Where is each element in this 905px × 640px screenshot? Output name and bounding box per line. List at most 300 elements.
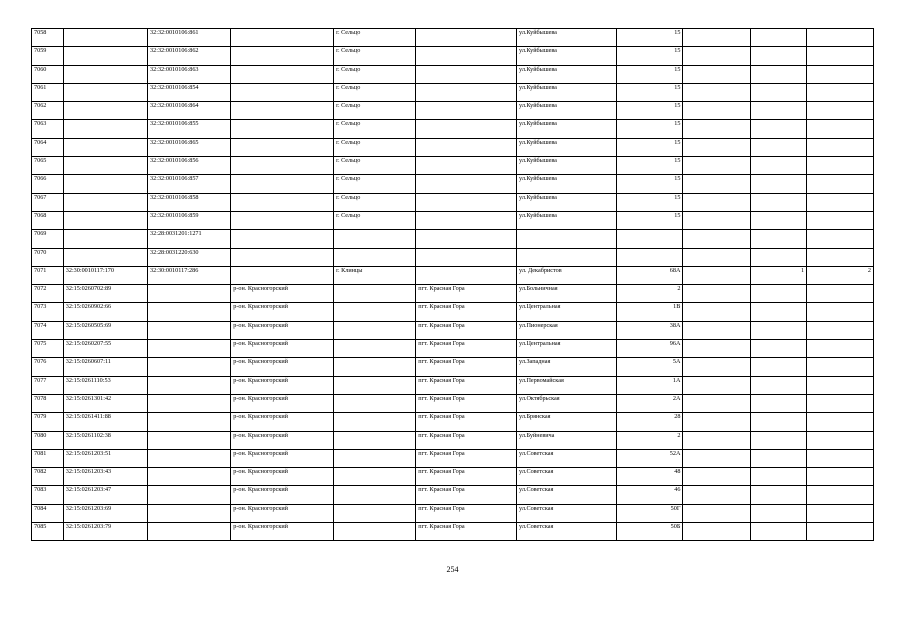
- table-row: [32, 449, 874, 467]
- city-cell: г. Сельцо: [334, 157, 416, 175]
- cadastral-number-2-cell: 32:32:0010106:859: [148, 211, 231, 229]
- row-number-cell: 7064: [32, 138, 64, 156]
- district-cell: р-он. Красногорский: [231, 321, 334, 339]
- district-cell: р-он. Красногорский: [231, 340, 334, 358]
- table-row: [32, 29, 874, 47]
- district-cell: [231, 138, 334, 156]
- settlement-cell: пгт. Красная Гора: [416, 449, 517, 467]
- row-number-cell: 7074: [32, 321, 64, 339]
- cadastral-number-cell: 32:15:0261203:51: [63, 449, 147, 467]
- table-row: [32, 376, 874, 394]
- district-cell: [231, 157, 334, 175]
- extra-cell-2: 1: [751, 266, 807, 284]
- extra-cell-2: [751, 285, 807, 303]
- house-number-cell: 1В: [616, 303, 683, 321]
- house-number-cell: 15: [616, 157, 683, 175]
- settlement-cell: [416, 211, 517, 229]
- row-number-cell: 7077: [32, 376, 64, 394]
- district-cell: р-он. Красногорский: [231, 449, 334, 467]
- city-cell: [334, 248, 416, 266]
- extra-cell-2: [751, 29, 807, 47]
- city-cell: [334, 303, 416, 321]
- cadastral-number-2-cell: 32:32:0010106:858: [148, 193, 231, 211]
- row-number-cell: 7078: [32, 394, 64, 412]
- street-cell: ул.Куйбышева: [517, 120, 617, 138]
- house-number-cell: 15: [616, 175, 683, 193]
- extra-cell-2: [751, 340, 807, 358]
- extra-cell-2: [751, 449, 807, 467]
- table-row: [32, 266, 874, 284]
- row-number-cell: 7065: [32, 157, 64, 175]
- city-cell: г. Сельцо: [334, 65, 416, 83]
- cadastral-number-cell: 32:15:0260902:66: [63, 303, 147, 321]
- extra-cell-1: [683, 83, 751, 101]
- row-number-cell: 7072: [32, 285, 64, 303]
- extra-cell-3: [807, 102, 874, 120]
- extra-cell-1: [683, 65, 751, 83]
- settlement-cell: пгт. Красная Гора: [416, 285, 517, 303]
- settlement-cell: [416, 248, 517, 266]
- row-number-cell: 7071: [32, 266, 64, 284]
- street-cell: ул.Пионерская: [517, 321, 617, 339]
- extra-cell-2: [751, 120, 807, 138]
- row-number-cell: 7068: [32, 211, 64, 229]
- settlement-cell: [416, 266, 517, 284]
- table-row: [32, 431, 874, 449]
- extra-cell-2: [751, 47, 807, 65]
- extra-cell-3: [807, 431, 874, 449]
- settlement-cell: [416, 29, 517, 47]
- district-cell: р-он. Красногорский: [231, 376, 334, 394]
- cadastral-number-cell: 32:15:0261411:88: [63, 413, 147, 431]
- settlement-cell: [416, 83, 517, 101]
- extra-cell-1: [683, 47, 751, 65]
- cadastral-number-cell: 32:15:0261203:79: [63, 523, 147, 541]
- city-cell: г. Сельцо: [334, 175, 416, 193]
- extra-cell-1: [683, 248, 751, 266]
- table-row: [32, 523, 874, 541]
- cadastral-number-cell: [63, 47, 147, 65]
- street-cell: [517, 248, 617, 266]
- table-row: [32, 65, 874, 83]
- house-number-cell: 15: [616, 211, 683, 229]
- cadastral-number-cell: [63, 211, 147, 229]
- district-cell: [231, 120, 334, 138]
- cadastral-number-cell: [63, 193, 147, 211]
- extra-cell-1: [683, 340, 751, 358]
- extra-cell-2: [751, 394, 807, 412]
- cadastral-number-2-cell: 32:28:0031201:1271: [148, 230, 231, 248]
- table-row: [32, 157, 874, 175]
- extra-cell-2: [751, 523, 807, 541]
- street-cell: ул.Куйбышева: [517, 193, 617, 211]
- cadastral-number-2-cell: 32:32:0010106:855: [148, 120, 231, 138]
- extra-cell-2: [751, 65, 807, 83]
- extra-cell-2: [751, 504, 807, 522]
- extra-cell-1: [683, 413, 751, 431]
- city-cell: г. Сельцо: [334, 138, 416, 156]
- cadastral-number-cell: 32:15:0260207:55: [63, 340, 147, 358]
- street-cell: ул.Куйбышева: [517, 157, 617, 175]
- cadastral-number-cell: [63, 65, 147, 83]
- street-cell: ул.Куйбышева: [517, 102, 617, 120]
- street-cell: ул.Советская: [517, 449, 617, 467]
- extra-cell-2: [751, 358, 807, 376]
- table-row: [32, 285, 874, 303]
- extra-cell-1: [683, 230, 751, 248]
- table-body: [32, 29, 874, 541]
- cadastral-number-2-cell: [148, 303, 231, 321]
- extra-cell-3: 2: [807, 266, 874, 284]
- table-row: [32, 248, 874, 266]
- extra-cell-1: [683, 285, 751, 303]
- settlement-cell: пгт. Красная Гора: [416, 486, 517, 504]
- district-cell: [231, 193, 334, 211]
- district-cell: р-он. Красногорский: [231, 285, 334, 303]
- cadastral-number-cell: [63, 102, 147, 120]
- table-row: [32, 138, 874, 156]
- table-row: [32, 321, 874, 339]
- extra-cell-3: [807, 486, 874, 504]
- city-cell: г. Сельцо: [334, 29, 416, 47]
- page-number: 254: [446, 565, 459, 574]
- table-row: [32, 486, 874, 504]
- settlement-cell: пгт. Красная Гора: [416, 468, 517, 486]
- street-cell: ул.Советская: [517, 486, 617, 504]
- district-cell: [231, 175, 334, 193]
- cadastral-number-2-cell: [148, 468, 231, 486]
- district-cell: [231, 230, 334, 248]
- table-row: [32, 102, 874, 120]
- extra-cell-2: [751, 431, 807, 449]
- cadastral-number-2-cell: 32:32:0010106:856: [148, 157, 231, 175]
- street-cell: ул.Октябрьская: [517, 394, 617, 412]
- cadastral-number-2-cell: 32:32:0010106:863: [148, 65, 231, 83]
- extra-cell-1: [683, 431, 751, 449]
- street-cell: [517, 230, 617, 248]
- cadastral-number-2-cell: 32:32:0010106:862: [148, 47, 231, 65]
- settlement-cell: [416, 157, 517, 175]
- street-cell: ул.Куйбышева: [517, 83, 617, 101]
- extra-cell-1: [683, 175, 751, 193]
- district-cell: р-он. Красногорский: [231, 486, 334, 504]
- extra-cell-2: [751, 486, 807, 504]
- cadastral-number-cell: [63, 83, 147, 101]
- extra-cell-1: [683, 468, 751, 486]
- extra-cell-3: [807, 358, 874, 376]
- cadastral-number-2-cell: [148, 413, 231, 431]
- table-row: [32, 394, 874, 412]
- row-number-cell: 7079: [32, 413, 64, 431]
- cadastral-number-cell: 32:30:0010117:170: [63, 266, 147, 284]
- cadastral-number-2-cell: 32:32:0010106:857: [148, 175, 231, 193]
- extra-cell-1: [683, 120, 751, 138]
- city-cell: г. Сельцо: [334, 102, 416, 120]
- extra-cell-3: [807, 394, 874, 412]
- district-cell: р-он. Красногорский: [231, 504, 334, 522]
- cadastral-number-cell: 32:15:0261102:38: [63, 431, 147, 449]
- extra-cell-2: [751, 376, 807, 394]
- extra-cell-1: [683, 523, 751, 541]
- row-number-cell: 7066: [32, 175, 64, 193]
- cadastral-number-cell: [63, 157, 147, 175]
- row-number-cell: 7073: [32, 303, 64, 321]
- row-number-cell: 7075: [32, 340, 64, 358]
- street-cell: ул.Брянская: [517, 413, 617, 431]
- district-cell: [231, 83, 334, 101]
- extra-cell-1: [683, 449, 751, 467]
- house-number-cell: 38А: [616, 321, 683, 339]
- cadastral-number-cell: 32:15:0260607:11: [63, 358, 147, 376]
- cadastral-number-cell: 32:15:0260702:89: [63, 285, 147, 303]
- extra-cell-2: [751, 303, 807, 321]
- extra-cell-3: [807, 65, 874, 83]
- street-cell: ул.Куйбышева: [517, 65, 617, 83]
- street-cell: ул.Советская: [517, 468, 617, 486]
- house-number-cell: 48: [616, 468, 683, 486]
- district-cell: р-он. Красногорский: [231, 394, 334, 412]
- settlement-cell: [416, 47, 517, 65]
- city-cell: г. Сельцо: [334, 211, 416, 229]
- city-cell: [334, 486, 416, 504]
- cadastral-number-cell: [63, 138, 147, 156]
- street-cell: ул.Куйбышева: [517, 175, 617, 193]
- extra-cell-3: [807, 193, 874, 211]
- street-cell: ул.Куйбышева: [517, 138, 617, 156]
- extra-cell-1: [683, 157, 751, 175]
- cadastral-number-cell: 32:15:0261203:69: [63, 504, 147, 522]
- street-cell: ул.Советская: [517, 504, 617, 522]
- city-cell: [334, 358, 416, 376]
- table-row: [32, 120, 874, 138]
- street-cell: ул.Советская: [517, 523, 617, 541]
- extra-cell-2: [751, 102, 807, 120]
- cadastral-number-cell: [63, 29, 147, 47]
- table-row: [32, 193, 874, 211]
- settlement-cell: [416, 102, 517, 120]
- extra-cell-1: [683, 358, 751, 376]
- table-row: [32, 47, 874, 65]
- cadastral-number-cell: [63, 120, 147, 138]
- district-cell: р-он. Красногорский: [231, 523, 334, 541]
- cadastral-number-2-cell: 32:32:0010106:864: [148, 102, 231, 120]
- cadastral-number-2-cell: 32:28:0031220:630: [148, 248, 231, 266]
- district-cell: [231, 266, 334, 284]
- cadastral-number-2-cell: [148, 504, 231, 522]
- extra-cell-1: [683, 193, 751, 211]
- district-cell: р-он. Красногорский: [231, 468, 334, 486]
- street-cell: ул.Больничная: [517, 285, 617, 303]
- house-number-cell: 28: [616, 413, 683, 431]
- row-number-cell: 7083: [32, 486, 64, 504]
- extra-cell-2: [751, 413, 807, 431]
- row-number-cell: 7085: [32, 523, 64, 541]
- row-number-cell: 7058: [32, 29, 64, 47]
- extra-cell-1: [683, 138, 751, 156]
- settlement-cell: пгт. Красная Гора: [416, 376, 517, 394]
- table-row: [32, 230, 874, 248]
- extra-cell-3: [807, 211, 874, 229]
- house-number-cell: 15: [616, 120, 683, 138]
- settlement-cell: [416, 175, 517, 193]
- house-number-cell: 50Б: [616, 523, 683, 541]
- extra-cell-3: [807, 449, 874, 467]
- extra-cell-3: [807, 230, 874, 248]
- house-number-cell: 52А: [616, 449, 683, 467]
- extra-cell-2: [751, 175, 807, 193]
- city-cell: г. Клинцы: [334, 266, 416, 284]
- row-number-cell: 7063: [32, 120, 64, 138]
- house-number-cell: 2: [616, 431, 683, 449]
- extra-cell-1: [683, 504, 751, 522]
- extra-cell-3: [807, 340, 874, 358]
- city-cell: [334, 468, 416, 486]
- extra-cell-1: [683, 266, 751, 284]
- cadastral-number-cell: 32:15:0261301:42: [63, 394, 147, 412]
- row-number-cell: 7059: [32, 47, 64, 65]
- house-number-cell: 46: [616, 486, 683, 504]
- extra-cell-3: [807, 321, 874, 339]
- table-row: [32, 504, 874, 522]
- extra-cell-1: [683, 102, 751, 120]
- row-number-cell: 7067: [32, 193, 64, 211]
- street-cell: ул.Центральная: [517, 340, 617, 358]
- street-cell: ул.Куйбышева: [517, 47, 617, 65]
- table-row: [32, 175, 874, 193]
- district-cell: [231, 47, 334, 65]
- cadastral-number-cell: [63, 230, 147, 248]
- extra-cell-3: [807, 504, 874, 522]
- street-cell: ул.Буйневича: [517, 431, 617, 449]
- district-cell: р-он. Красногорский: [231, 358, 334, 376]
- city-cell: [334, 230, 416, 248]
- city-cell: [334, 285, 416, 303]
- city-cell: г. Сельцо: [334, 47, 416, 65]
- city-cell: г. Сельцо: [334, 193, 416, 211]
- settlement-cell: пгт. Красная Гора: [416, 523, 517, 541]
- city-cell: [334, 431, 416, 449]
- district-cell: [231, 211, 334, 229]
- extra-cell-3: [807, 376, 874, 394]
- district-cell: [231, 29, 334, 47]
- settlement-cell: [416, 138, 517, 156]
- extra-cell-3: [807, 175, 874, 193]
- house-number-cell: 96А: [616, 340, 683, 358]
- table-row: [32, 413, 874, 431]
- city-cell: [334, 394, 416, 412]
- cadastral-number-cell: [63, 248, 147, 266]
- extra-cell-1: [683, 321, 751, 339]
- table-row: [32, 468, 874, 486]
- settlement-cell: [416, 120, 517, 138]
- extra-cell-2: [751, 83, 807, 101]
- cadastral-number-2-cell: [148, 394, 231, 412]
- extra-cell-3: [807, 138, 874, 156]
- cadastral-number-2-cell: 32:32:0010106:861: [148, 29, 231, 47]
- street-cell: ул.Центральная: [517, 303, 617, 321]
- extra-cell-3: [807, 523, 874, 541]
- city-cell: г. Сельцо: [334, 120, 416, 138]
- district-cell: [231, 102, 334, 120]
- cadastral-number-2-cell: [148, 449, 231, 467]
- cadastral-number-cell: [63, 175, 147, 193]
- extra-cell-3: [807, 248, 874, 266]
- extra-cell-2: [751, 193, 807, 211]
- district-cell: р-он. Красногорский: [231, 303, 334, 321]
- cadastral-number-cell: 32:15:0261110:53: [63, 376, 147, 394]
- table-row: [32, 303, 874, 321]
- house-number-cell: 15: [616, 29, 683, 47]
- settlement-cell: пгт. Красная Гора: [416, 303, 517, 321]
- district-cell: [231, 65, 334, 83]
- extra-cell-1: [683, 29, 751, 47]
- cadastral-number-2-cell: [148, 285, 231, 303]
- city-cell: [334, 413, 416, 431]
- table-row: [32, 358, 874, 376]
- extra-cell-3: [807, 468, 874, 486]
- extra-cell-1: [683, 211, 751, 229]
- district-cell: р-он. Красногорский: [231, 431, 334, 449]
- extra-cell-1: [683, 303, 751, 321]
- street-cell: ул.Куйбышева: [517, 211, 617, 229]
- cadastral-number-2-cell: [148, 486, 231, 504]
- street-cell: ул.Куйбышева: [517, 29, 617, 47]
- row-number-cell: 7082: [32, 468, 64, 486]
- row-number-cell: 7062: [32, 102, 64, 120]
- row-number-cell: 7069: [32, 230, 64, 248]
- city-cell: [334, 523, 416, 541]
- settlement-cell: [416, 193, 517, 211]
- house-number-cell: 50Г: [616, 504, 683, 522]
- house-number-cell: 2А: [616, 394, 683, 412]
- row-number-cell: 7060: [32, 65, 64, 83]
- cadastral-number-2-cell: 32:32:0010106:854: [148, 83, 231, 101]
- settlement-cell: пгт. Красная Гора: [416, 394, 517, 412]
- district-cell: [231, 248, 334, 266]
- settlement-cell: пгт. Красная Гора: [416, 321, 517, 339]
- cadastral-number-cell: 32:15:0260505:69: [63, 321, 147, 339]
- extra-cell-1: [683, 394, 751, 412]
- cadastral-number-2-cell: [148, 376, 231, 394]
- settlement-cell: [416, 65, 517, 83]
- extra-cell-2: [751, 468, 807, 486]
- extra-cell-3: [807, 413, 874, 431]
- extra-cell-1: [683, 376, 751, 394]
- settlement-cell: [416, 230, 517, 248]
- table-row: [32, 83, 874, 101]
- house-number-cell: 68А: [616, 266, 683, 284]
- cadastral-number-2-cell: 32:32:0010106:865: [148, 138, 231, 156]
- registry-table: [31, 28, 874, 541]
- extra-cell-2: [751, 321, 807, 339]
- extra-cell-2: [751, 211, 807, 229]
- cadastral-number-2-cell: 32:30:0010117:286: [148, 266, 231, 284]
- house-number-cell: [616, 230, 683, 248]
- extra-cell-3: [807, 120, 874, 138]
- row-number-cell: 7080: [32, 431, 64, 449]
- row-number-cell: 7081: [32, 449, 64, 467]
- extra-cell-3: [807, 303, 874, 321]
- city-cell: [334, 340, 416, 358]
- extra-cell-3: [807, 29, 874, 47]
- house-number-cell: 15: [616, 102, 683, 120]
- house-number-cell: 15: [616, 83, 683, 101]
- house-number-cell: 1А: [616, 376, 683, 394]
- extra-cell-3: [807, 285, 874, 303]
- extra-cell-2: [751, 248, 807, 266]
- city-cell: [334, 376, 416, 394]
- city-cell: г. Сельцо: [334, 83, 416, 101]
